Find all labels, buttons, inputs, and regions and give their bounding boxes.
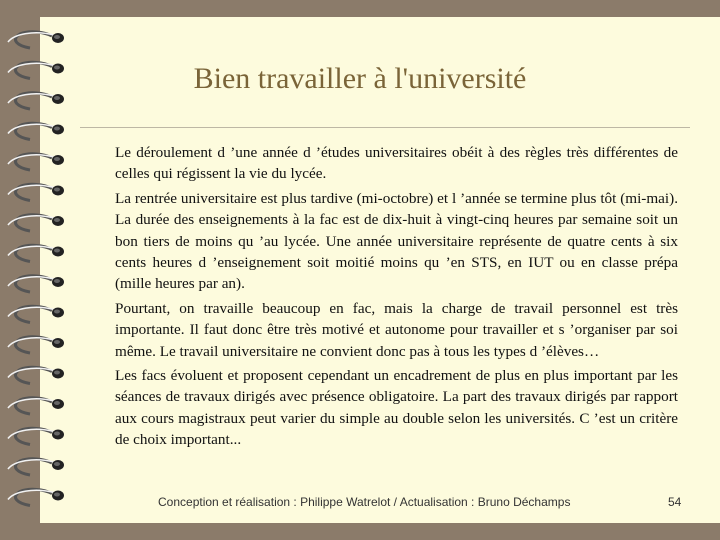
binding-ring-icon	[8, 32, 64, 48]
binding-ring-icon	[8, 276, 64, 292]
binding-ring-icon	[8, 123, 64, 139]
slide-footer: Conception et réalisation : Philippe Watrelot / Actualisation : Bruno Déchamps	[158, 495, 571, 509]
binding-ring-icon	[8, 184, 64, 200]
paragraph-3: Pourtant, on travaille beaucoup en fac, mais la charge de travail personnel est très importante. Il faut donc être très motivé et autonome pour travailler et s ’organiser par soi même. Le travail universitaire ne convient donc pas à tous les types d ’élèves…	[115, 299, 678, 360]
binding-ring-icon	[8, 337, 64, 353]
binding-ring-icon	[8, 245, 64, 261]
binding-ring-icon	[8, 428, 64, 444]
binding-ring-icon	[8, 154, 64, 170]
paragraph-4: Les facs évoluent et proposent cependant un encadrement de plus en plus important par les séances de travaux dirigés avec présence obligatoire. La part des travaux dirigés par rapport aux cours magistraux peut varier du simple au double selon les universités. C ’est un critère de choix important...	[115, 367, 678, 449]
binding-ring-icon	[8, 398, 64, 414]
binding-ring-icon	[8, 489, 64, 505]
binding-ring-icon	[8, 306, 64, 322]
slide-title: Bien travailler à l'université	[193, 62, 527, 95]
binding-ring-icon	[8, 215, 64, 231]
slide-body	[115, 142, 678, 454]
title-divider	[80, 127, 690, 128]
binding-ring-icon	[8, 367, 64, 383]
binding-ring-icon	[8, 459, 64, 475]
paragraph-2: La rentrée universitaire est plus tardive (mi-octobre) et l ’année se termine plus tôt (mi-mai). La durée des enseignements à la fac est de dix-huit à vingt-cinq heures par semaine soit un bon tiers de moins qu ’au lycée. Une année universitaire représente de quatre cents à six cents heures d ’enseignement soit moitié moins qu ’en STS, en IUT ou en classe prépa (mille heures par an).	[115, 189, 678, 293]
page-number: 54	[668, 495, 682, 509]
paragraph-1: Le déroulement d ’une année d ’études universitaires obéit à des règles très différentes de celles qui régissent la vie du lycée.	[115, 144, 678, 183]
